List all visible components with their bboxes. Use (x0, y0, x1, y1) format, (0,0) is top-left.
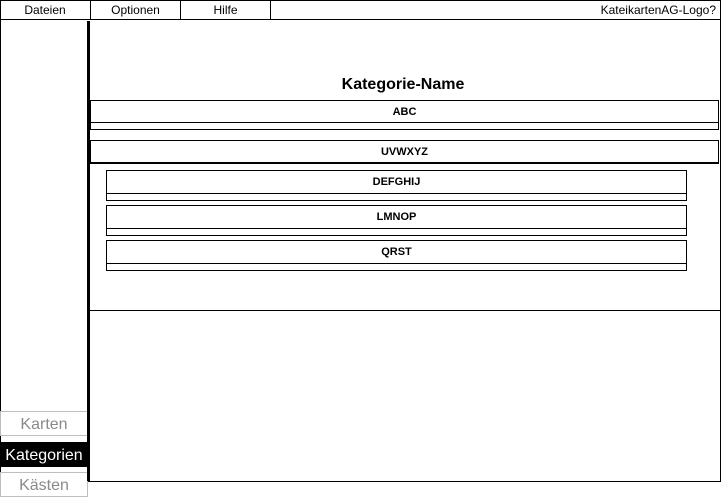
menu-bar (0, 0, 720, 20)
subcategory-row-qrst[interactable] (106, 240, 687, 271)
logo-placeholder: KateikartenAG-Logo? (600, 3, 716, 17)
subcategory-row-footer (107, 264, 686, 270)
category-label: ABC (91, 101, 718, 123)
category-panel (90, 21, 720, 311)
category-row-abc[interactable] (90, 100, 719, 130)
sidebar-item-kategorien[interactable]: Kategorien (0, 442, 88, 467)
subcategory-label: DEFGHIJ (107, 171, 686, 194)
category-row-uvwxyz[interactable] (90, 140, 719, 164)
subcategory-row-lmnop[interactable] (106, 205, 687, 236)
category-row-footer (91, 123, 718, 129)
subcategory-row-defghij[interactable] (106, 170, 687, 201)
subcategory-row-footer (107, 194, 686, 200)
sidebar (0, 21, 87, 494)
sidebar-item-karten[interactable]: Karten (0, 411, 88, 436)
subcategory-label: QRST (107, 241, 686, 264)
menu-hilfe[interactable]: Hilfe (181, 0, 271, 20)
menu-optionen[interactable]: Optionen (91, 0, 181, 20)
subcategory-row-footer (107, 229, 686, 235)
category-title: Kategorie-Name (341, 76, 465, 93)
menu-dateien[interactable]: Dateien (0, 0, 91, 20)
sidebar-item-kaesten[interactable]: Kästen (0, 472, 88, 497)
subcategory-label: LMNOP (107, 206, 686, 229)
category-label: UVWXYZ (91, 141, 718, 163)
